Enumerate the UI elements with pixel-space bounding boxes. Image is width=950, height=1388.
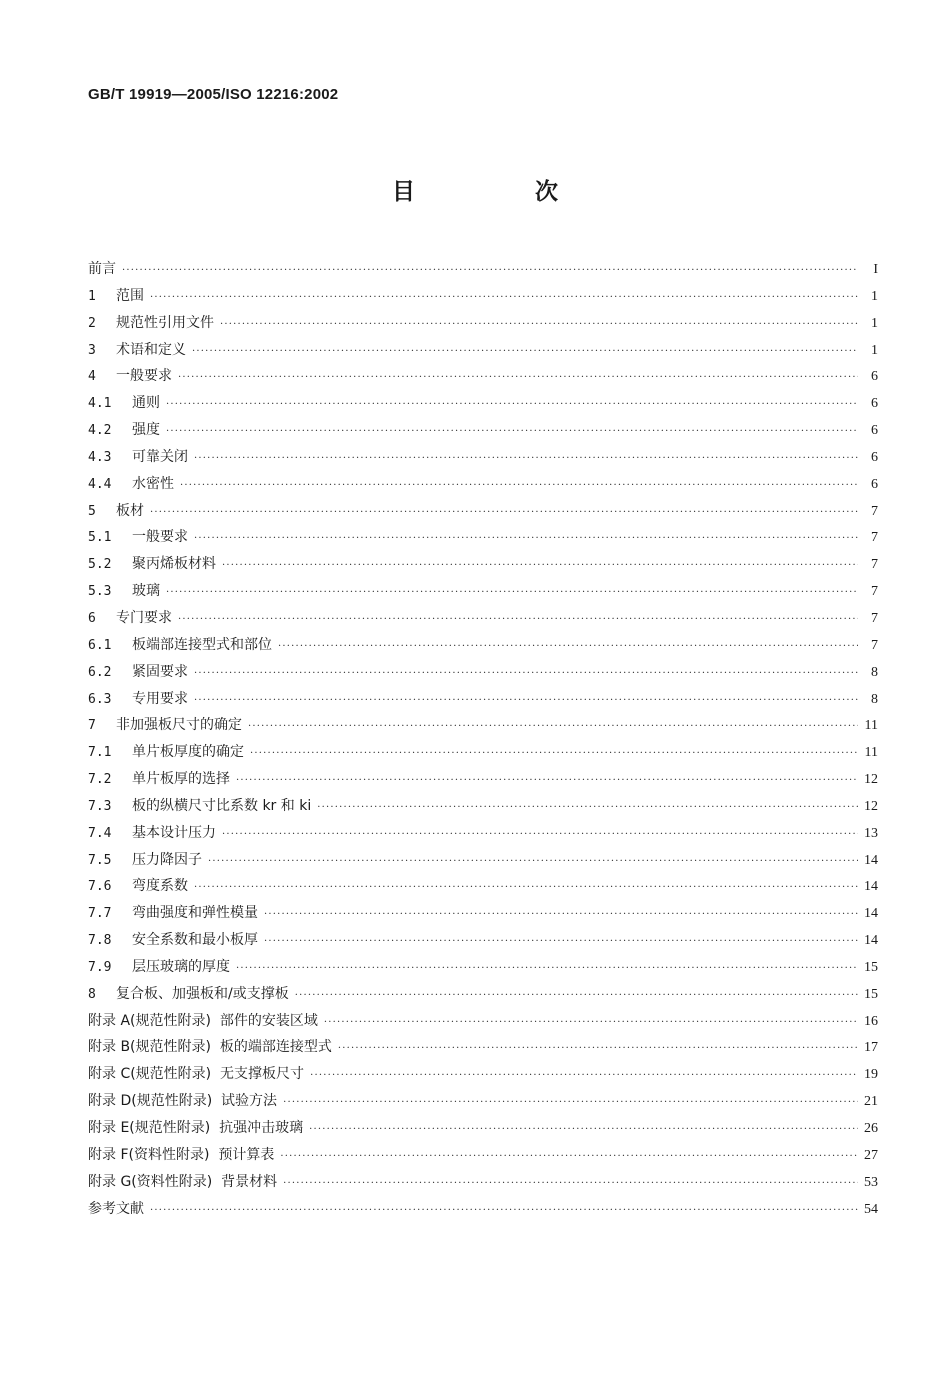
toc-entry[interactable] xyxy=(88,419,878,446)
toc-entry-title: 聚丙烯板材料 xyxy=(132,556,216,573)
toc-entry[interactable] xyxy=(88,607,878,634)
toc-entry-page: 7 xyxy=(871,557,878,573)
toc-dot-leader xyxy=(150,1205,858,1216)
toc-entry[interactable] xyxy=(88,446,878,473)
toc-entry-page: 21 xyxy=(864,1094,878,1110)
toc-entry-page: 8 xyxy=(871,691,878,707)
toc-dot-leader xyxy=(166,587,858,598)
toc-dot-leader xyxy=(264,936,858,947)
toc-entry-page: 7 xyxy=(871,584,878,600)
toc-entry-number: 4.4 xyxy=(88,476,112,492)
toc-entry[interactable] xyxy=(88,849,878,876)
toc-entry-page: 7 xyxy=(871,610,878,626)
toc-dot-leader xyxy=(264,909,858,920)
toc-dot-leader xyxy=(180,480,858,491)
toc-entry-page: 6 xyxy=(871,476,878,492)
toc-entry-page: I xyxy=(873,262,878,277)
toc-entry-page: 6 xyxy=(871,423,878,439)
toc-entry-number: 4.2 xyxy=(88,423,112,439)
toc-entry-title: 单片板厚的选择 xyxy=(132,771,230,788)
toc-dot-leader xyxy=(166,426,858,437)
toc-entry-number: 7.2 xyxy=(88,772,112,788)
toc-entry-number: 6.2 xyxy=(88,664,112,680)
toc-entry[interactable] xyxy=(88,285,878,312)
toc-entry-number: 1 xyxy=(88,288,96,304)
standard-code: GB/T 19919—2005/ISO 12216:2002 xyxy=(88,86,339,103)
toc-entry-page: 26 xyxy=(864,1121,878,1136)
toc-entry[interactable] xyxy=(88,1171,878,1198)
toc-entry-title: 紧固要求 xyxy=(132,663,188,680)
toc-entry-number: 7.6 xyxy=(88,879,112,895)
toc-dot-leader xyxy=(280,1151,858,1162)
toc-entry[interactable] xyxy=(88,1117,878,1144)
toc-entry[interactable] xyxy=(88,902,878,929)
toc-entry-page: 14 xyxy=(864,879,878,895)
toc-entry-title: 玻璃 xyxy=(132,583,160,600)
toc-entry-title: 附录 D(规范性附录) 试验方法 xyxy=(88,1093,278,1110)
toc-entry-title: 通则 xyxy=(132,395,160,412)
toc-entry-title: 术语和定义 xyxy=(116,341,186,358)
toc-entry[interactable] xyxy=(88,526,878,553)
toc-entry-page: 12 xyxy=(864,772,878,788)
toc-entry-number: 4.3 xyxy=(88,449,112,465)
toc-entry[interactable] xyxy=(88,553,878,580)
toc-dot-leader xyxy=(194,695,858,706)
toc-dot-leader xyxy=(278,641,858,652)
toc-entry-title: 非加强板尺寸的确定 xyxy=(116,717,242,734)
toc-entry-page: 19 xyxy=(864,1067,878,1083)
toc-entry-number: 6.1 xyxy=(88,637,112,653)
toc-entry[interactable] xyxy=(88,500,878,527)
toc-dot-leader xyxy=(178,614,858,625)
toc-entry-page: 15 xyxy=(864,986,878,1002)
toc-entry-title: 板的纵横尺寸比系数 kr 和 ki xyxy=(132,797,312,814)
toc-dot-leader xyxy=(338,1043,858,1054)
toc-entry-title: 板材 xyxy=(116,502,144,519)
toc-entry-title: 压力降因子 xyxy=(132,851,202,868)
toc-entry-page: 14 xyxy=(864,906,878,922)
toc-dot-leader xyxy=(250,748,858,759)
toc-dot-leader xyxy=(194,453,858,464)
toc-entry-number: 4 xyxy=(88,369,96,385)
toc-entry-page: 7 xyxy=(871,530,878,546)
toc-dot-leader xyxy=(150,507,858,518)
toc-entry-number: 5.3 xyxy=(88,584,112,600)
toc-entry-title: 一般要求 xyxy=(116,368,172,385)
toc-dot-leader xyxy=(236,963,858,974)
toc-entry-page: 6 xyxy=(871,369,878,385)
toc-entry-title: 附录 A(规范性附录) 部件的安装区域 xyxy=(88,1012,318,1029)
page-title: 目 次 xyxy=(391,179,614,205)
toc-dot-leader xyxy=(194,882,858,893)
toc-entry-number: 6 xyxy=(88,610,96,626)
toc-entry-page: 1 xyxy=(871,342,878,358)
toc-entry-page: 6 xyxy=(871,449,878,465)
toc-entry[interactable] xyxy=(88,392,878,419)
toc-entry-title: 层压玻璃的厚度 xyxy=(132,958,230,975)
toc-entry[interactable] xyxy=(88,983,878,1010)
toc-entry-number: 5.1 xyxy=(88,530,112,546)
toc-dot-leader xyxy=(248,721,858,732)
toc-entry-title: 弯曲强度和弹性模量 xyxy=(132,905,258,922)
toc-dot-leader xyxy=(309,1124,858,1135)
toc-entry-title: 附录 G(资料性附录) 背景材料 xyxy=(88,1173,278,1190)
table-of-contents xyxy=(88,258,878,1224)
toc-entry[interactable] xyxy=(88,634,878,661)
toc-dot-leader xyxy=(222,829,858,840)
toc-entry[interactable] xyxy=(88,741,878,768)
toc-entry[interactable] xyxy=(88,956,878,983)
toc-entry-title: 范围 xyxy=(116,287,144,304)
toc-dot-leader xyxy=(324,1017,858,1028)
toc-entry-page: 13 xyxy=(864,825,878,841)
toc-entry-number: 7.9 xyxy=(88,959,112,975)
toc-entry-title: 单片板厚度的确定 xyxy=(132,744,244,761)
toc-entry[interactable] xyxy=(88,365,878,392)
toc-entry-number: 7.8 xyxy=(88,933,112,949)
toc-entry-page: 12 xyxy=(864,798,878,814)
toc-entry-number: 6.3 xyxy=(88,691,112,707)
toc-entry-number: 7 xyxy=(88,718,96,734)
toc-entry-title: 附录 B(规范性附录) 板的端部连接型式 xyxy=(88,1039,332,1056)
toc-entry-page: 15 xyxy=(864,959,878,975)
toc-entry-page: 16 xyxy=(864,1013,878,1029)
toc-entry-page: 11 xyxy=(864,745,878,761)
toc-entry-number: 8 xyxy=(88,986,96,1002)
toc-entry[interactable] xyxy=(88,1063,878,1090)
toc-entry[interactable] xyxy=(88,1090,878,1117)
toc-dot-leader xyxy=(166,399,858,410)
toc-entry[interactable] xyxy=(88,580,878,607)
toc-entry-number: 3 xyxy=(88,342,96,358)
toc-entry-title: 基本设计压力 xyxy=(132,824,216,841)
toc-dot-leader xyxy=(283,1178,858,1189)
toc-entry-title: 可靠关闭 xyxy=(132,448,188,465)
toc-entry-number: 7.5 xyxy=(88,852,112,868)
toc-entry-page: 54 xyxy=(864,1201,878,1217)
toc-dot-leader xyxy=(222,560,858,571)
toc-entry[interactable] xyxy=(88,822,878,849)
toc-entry-title: 安全系数和最小板厚 xyxy=(132,932,258,949)
toc-dot-leader xyxy=(283,1097,858,1108)
toc-dot-leader xyxy=(192,346,858,357)
toc-entry[interactable] xyxy=(88,258,878,285)
toc-entry-title: 复合板、加强板和/或支撑板 xyxy=(116,985,289,1002)
toc-dot-leader xyxy=(194,533,858,544)
toc-entry[interactable] xyxy=(88,1144,878,1171)
toc-entry-number: 2 xyxy=(88,315,96,331)
toc-dot-leader xyxy=(194,668,858,679)
toc-entry-title: 参考文献 xyxy=(88,1200,144,1217)
toc-entry-page: 7 xyxy=(871,637,878,653)
toc-dot-leader xyxy=(317,802,858,813)
toc-dot-leader xyxy=(310,1070,858,1081)
toc-entry-page: 14 xyxy=(864,933,878,949)
toc-entry[interactable] xyxy=(88,795,878,822)
toc-entry-number: 7.7 xyxy=(88,906,112,922)
toc-dot-leader xyxy=(178,372,858,383)
toc-entry-page: 8 xyxy=(871,664,878,680)
toc-dot-leader xyxy=(295,990,858,1001)
toc-entry-title: 一般要求 xyxy=(132,529,188,546)
toc-entry-number: 7.3 xyxy=(88,798,112,814)
toc-entry[interactable] xyxy=(88,473,878,500)
toc-entry[interactable] xyxy=(88,661,878,688)
toc-entry-number: 7.1 xyxy=(88,745,112,761)
toc-entry-title: 附录 E(规范性附录) 抗强冲击玻璃 xyxy=(88,1120,304,1136)
toc-entry-number: 5.2 xyxy=(88,557,112,573)
toc-entry-title: 弯度系数 xyxy=(132,878,188,895)
toc-entry[interactable] xyxy=(88,1036,878,1063)
toc-entry[interactable] xyxy=(88,1198,878,1225)
toc-entry-number: 4.1 xyxy=(88,396,112,412)
toc-entry-title: 规范性引用文件 xyxy=(116,314,214,331)
toc-entry[interactable] xyxy=(88,312,878,339)
toc-dot-leader xyxy=(122,265,858,276)
toc-entry[interactable] xyxy=(88,714,878,741)
toc-entry-page: 53 xyxy=(864,1174,878,1190)
toc-entry[interactable] xyxy=(88,929,878,956)
toc-dot-leader xyxy=(236,775,858,786)
toc-entry[interactable] xyxy=(88,875,878,902)
toc-entry-title: 前言 xyxy=(88,261,116,277)
toc-entry-page: 14 xyxy=(864,852,878,868)
toc-dot-leader xyxy=(208,856,858,867)
toc-entry[interactable] xyxy=(88,768,878,795)
toc-entry-title: 板端部连接型式和部位 xyxy=(132,636,272,653)
toc-entry-page: 1 xyxy=(871,315,878,331)
toc-entry-title: 附录 F(资料性附录) 预计算表 xyxy=(88,1146,275,1163)
toc-entry-page: 7 xyxy=(871,503,878,519)
toc-entry-page: 27 xyxy=(864,1147,878,1163)
toc-entry-number: 5 xyxy=(88,503,96,519)
toc-entry-title: 专门要求 xyxy=(116,609,172,626)
toc-entry[interactable] xyxy=(88,688,878,715)
toc-entry[interactable] xyxy=(88,1010,878,1037)
toc-dot-leader xyxy=(150,292,858,303)
toc-entry-number: 7.4 xyxy=(88,825,112,841)
toc-entry-page: 1 xyxy=(871,288,878,304)
toc-entry-title: 专用要求 xyxy=(132,690,188,707)
toc-entry-title: 强度 xyxy=(132,422,160,439)
toc-entry-title: 附录 C(规范性附录) 无支撑板尺寸 xyxy=(88,1066,305,1083)
toc-entry-title: 水密性 xyxy=(132,475,174,492)
toc-dot-leader xyxy=(220,319,858,330)
toc-entry[interactable] xyxy=(88,339,878,366)
toc-entry-page: 6 xyxy=(871,396,878,412)
toc-entry-page: 11 xyxy=(864,718,878,734)
toc-entry-page: 17 xyxy=(864,1040,878,1056)
